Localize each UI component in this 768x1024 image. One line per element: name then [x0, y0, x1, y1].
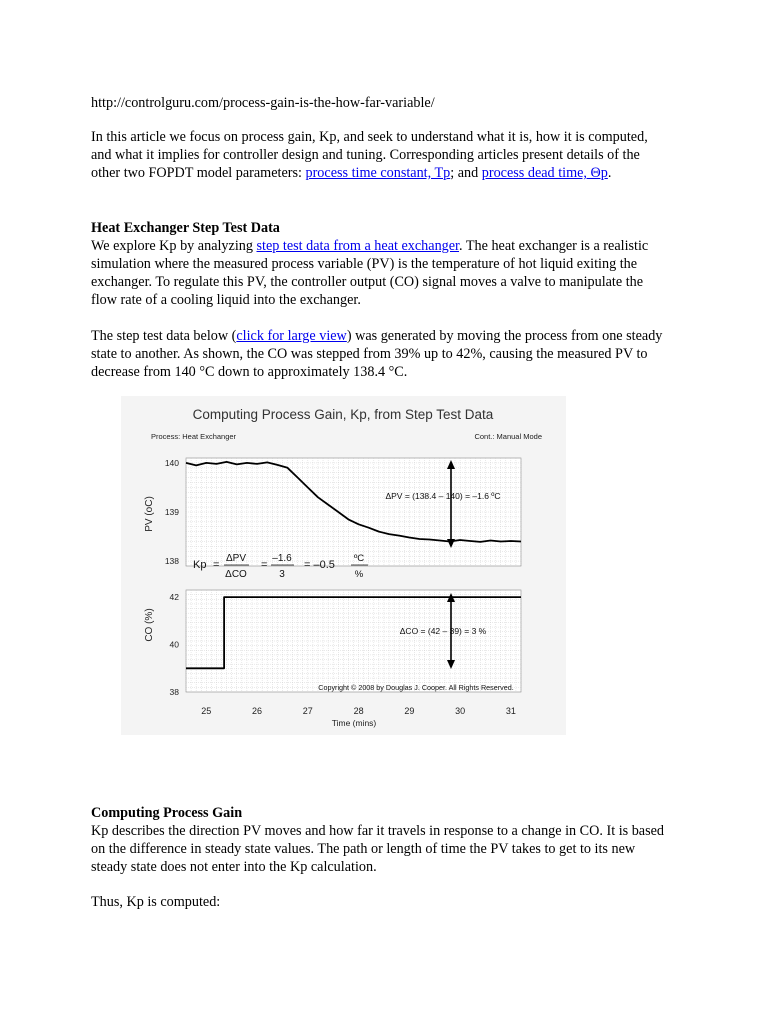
link-step-test-data[interactable]: step test data from a heat exchanger [256, 238, 459, 254]
x-tick-label: 28 [353, 706, 364, 716]
y-tick-label: 140 [164, 457, 179, 468]
intro-paragraph [91, 128, 671, 182]
kp-unit-denominator: % [354, 569, 364, 580]
heading-computing-process-gain: Computing Process Gain [91, 805, 243, 821]
controller-label: Cont.: Manual Mode [474, 432, 542, 441]
computing-process-gain-paragraph: Kp describes the direction PV moves and how far it travels in response to a change in CO. It is based on the difference in steady state values. The path or length of time the PV takes to get to its new steady state does not enter into the Kp calculation. [91, 823, 665, 875]
x-tick-label: 27 [302, 706, 313, 716]
intro-text-3: . [607, 165, 612, 181]
kp-numerator-label: ΔPV [225, 553, 247, 564]
delta-pv-annotation: ΔPV = (138.4 – 140) = –1.6 ºC [385, 491, 501, 501]
x-tick-label: 31 [505, 706, 516, 716]
y-tick-label: 139 [164, 507, 179, 517]
kp-denominator-value: 3 [279, 569, 285, 580]
chart-svg [121, 396, 566, 735]
kp-label: Kp [193, 559, 207, 571]
kp-equals-2: = [261, 559, 268, 571]
intro-text-2: ; and [450, 165, 482, 181]
kp-result: = –0.5 [304, 559, 335, 571]
step-test-paragraph [91, 237, 671, 309]
heading-step-test-data: Heat Exchanger Step Test Data [91, 220, 280, 236]
co-axis-label: CO (%) [144, 608, 155, 642]
intro-text-1: In this article we focus on process gain, Kp, and seek to understand what it is, how it is computed, and what it implies for controller design and tuning. Corresponding articles present details of the other two FOPDT model parameters: [91, 129, 648, 181]
link-large-view[interactable]: click for large view [236, 328, 347, 344]
section1-text-2: . The heat exchanger is a realistic simulation where the measured process variable (PV) is the temperature of hot liquid exiting the exchanger. To regulate this PV, the controller output (CO) signal moves a valve to manipulate the flow rate of a cooling liquid into the exchanger. [91, 238, 649, 308]
chart-title: Computing Process Gain, Kp, from Step Test Data [192, 407, 494, 422]
y-tick-label: 38 [169, 687, 179, 697]
paragraph2-text-2: ) was generated by moving the process from one steady state to another. As shown, the CO was stepped from 39% up to 42%, causing the measured PV to decrease from 140 °C down to approximately 138.4 °C. [91, 328, 663, 380]
step-test-description [91, 327, 671, 381]
copyright-notice: Copyright © 2008 by Douglas J. Cooper. All Rights Reserved. [318, 683, 514, 692]
y-tick-label: 42 [169, 592, 179, 603]
kp-numerator-value: –1.6 [272, 553, 292, 564]
link-process-dead-time[interactable]: process dead time, Θp [481, 165, 608, 181]
x-tick-label: 25 [201, 706, 212, 716]
kp-unit-numerator: ºC [353, 553, 365, 564]
process-label: Process: Heat Exchanger [151, 432, 237, 441]
source-url: http://controlguru.com/process-gain-is-the-how-far-variable/ [91, 95, 435, 111]
section1-text-1: We explore Kp by analyzing [91, 238, 257, 254]
kp-denominator-label: ΔCO [225, 569, 247, 580]
y-tick-label: 40 [169, 639, 179, 650]
x-axis-label: Time (mins) [331, 718, 377, 728]
x-tick-label: 29 [404, 706, 415, 716]
x-tick-label: 26 [252, 706, 263, 716]
x-tick-label: 30 [455, 706, 466, 716]
paragraph2-text-1: The step test data below ( [91, 328, 237, 344]
link-process-time-constant[interactable]: process time constant, Tp [305, 165, 451, 181]
step-test-chart[interactable] [121, 396, 566, 735]
closing-line: Thus, Kp is computed: [91, 894, 221, 910]
delta-co-annotation: ΔCO = (42 – 39) = 3 % [399, 626, 487, 636]
pv-axis-label: PV (oC) [144, 496, 155, 532]
kp-equals: = [213, 559, 220, 571]
y-tick-label: 138 [164, 556, 179, 567]
